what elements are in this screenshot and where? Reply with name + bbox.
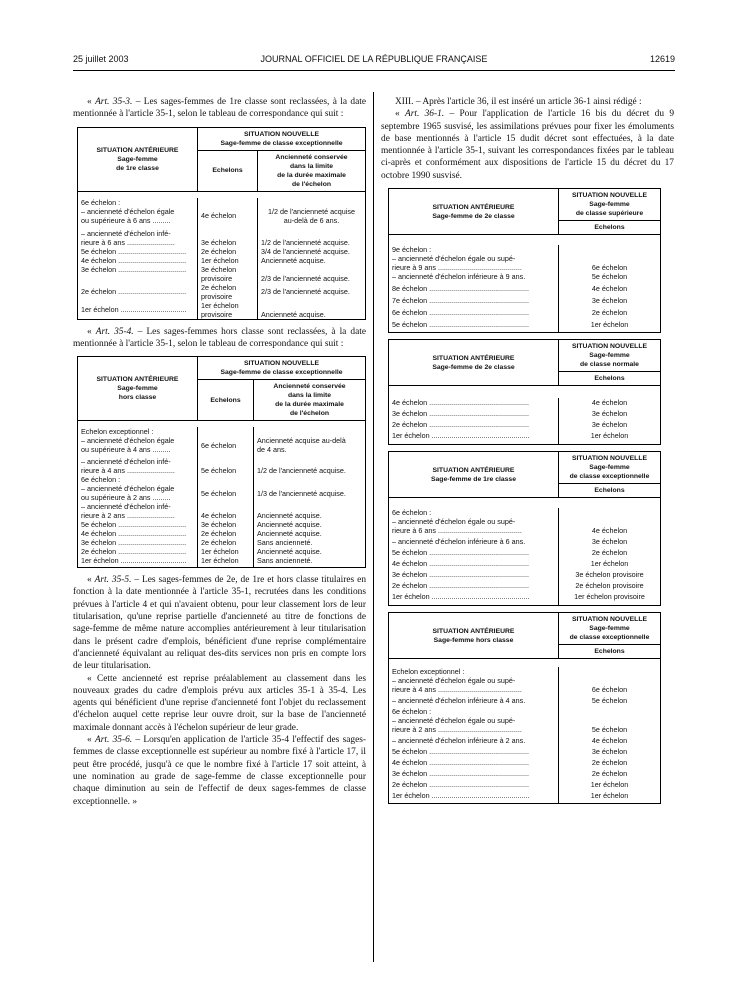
table-35-4: [77, 356, 366, 568]
cell-echelon: [198, 475, 254, 484]
article-ref: Art. 35-5.: [94, 575, 132, 586]
cell-echelon: 1er échelon provisoire: [198, 301, 258, 320]
cell-anterieure: Echelon exceptionnel :: [78, 427, 198, 436]
table-row: [389, 716, 661, 734]
table-row: [78, 247, 366, 256]
table-35-3: [77, 127, 366, 320]
cell-anciennete: Ancienneté acquise.: [258, 301, 366, 320]
cell-anterieure: 3e échelon ..................................................: [389, 568, 559, 579]
table-body: [389, 235, 661, 333]
table-row: [389, 694, 661, 705]
paragraph-text: – Les sages-femmes de 2e, de 1re et hors classe titulaires en fonction à la date mentionnée à l'article 35-1, recrutées dans les conditions prévues à l'article 4 et qui n'avaient obtenu, pour leur classement lors de leur titularisation, qu'une reprise partielle d'ancienneté au titre de fonctions de sage-femme de même nature accomplies antérieurement à leur titularisation dans le présent cadre d'emplois, bénéficient d'une reprise complémentaire d'ancienneté équivalant au reliquat des-dits services non pris en compte lors de leur titularisation.: [73, 575, 367, 672]
header-anciennete: Ancienneté conservée dans la limite de la durée maximale de l'échelon: [254, 380, 366, 421]
cell-anterieure: – ancienneté d'échelon infé- rieure à 2 ans ........................: [78, 502, 198, 520]
table-row: [78, 502, 366, 520]
header-situation-anterieure: [389, 613, 559, 659]
cell-echelon: 4e échelon: [198, 502, 254, 520]
cell-echelon: 6e échelon: [559, 676, 661, 694]
article-35-5-paragraph: [73, 574, 366, 672]
table-row: [78, 265, 366, 283]
table-row: [389, 293, 661, 305]
header-situation-nouvelle: [559, 613, 661, 645]
cell-echelon: 1er échelon: [198, 547, 254, 556]
cell-anterieure: 4e échelon ..................................: [78, 256, 198, 265]
header-label: SITUATION ANTÉRIEURE: [432, 627, 515, 635]
header-date: 25 juillet 2003: [73, 54, 129, 64]
quote-mark: «: [87, 735, 95, 746]
cell-anterieure: – ancienneté d'échelon inférieure à 2 ans.: [389, 734, 559, 745]
table-row: [78, 225, 366, 247]
cell-echelon: 2e échelon: [559, 767, 661, 778]
table-row: [78, 520, 366, 529]
cell-anterieure: 3e échelon ..................................: [78, 265, 198, 283]
table-row: [78, 484, 366, 502]
cell-echelon: [198, 427, 254, 436]
cell-anterieure: – ancienneté d'échelon inférieure à 4 ans.: [389, 694, 559, 705]
table-row: [389, 590, 661, 606]
header-label: SITUATION NOUVELLE: [571, 616, 648, 624]
table-row: [389, 418, 661, 429]
cell-echelon: 5e échelon: [198, 454, 254, 475]
cell-anciennete: Ancienneté acquise.: [254, 502, 366, 520]
header-situation-nouvelle: [198, 357, 366, 380]
cell-echelon: 3e échelon: [559, 407, 661, 418]
header-label: SITUATION ANTÉRIEURE: [96, 146, 179, 154]
header-label: SITUATION ANTÉRIEURE: [432, 203, 515, 211]
cell-anciennete: Ancienneté acquise.: [254, 520, 366, 529]
cell-echelon: [559, 245, 661, 254]
cell-echelon: 3e échelon: [559, 418, 661, 429]
header-sublabel: Sage-femme de classe exceptionnelle: [569, 625, 650, 642]
table-row: [389, 254, 661, 272]
cell-anterieure: – ancienneté d'échelon égale ou supé- rieure à 6 ans ..........................................: [389, 517, 559, 535]
table-row: [389, 272, 661, 281]
cell-echelon: 3e échelon provisoire: [198, 265, 258, 283]
left-column: [73, 96, 366, 808]
page-header: [73, 54, 675, 68]
header-situation-anterieure: [389, 452, 559, 498]
paragraph-text: – Les sages-femmes hors classe sont reclassées, à la date mentionnée à l'article 35-1, selon le tableau de correspondance qui suit :: [73, 326, 366, 349]
cell-anciennete: [254, 427, 366, 436]
table-row: [389, 517, 661, 535]
cell-echelon: [559, 667, 661, 676]
cell-echelon: 1er échelon provisoire: [559, 590, 661, 606]
table-row: [78, 547, 366, 556]
table-row: [78, 256, 366, 265]
cell-echelon: 2e échelon: [198, 529, 254, 538]
article-35-3-paragraph: [73, 96, 366, 121]
cell-anterieure: – ancienneté d'échelon égale ou supérieure à 4 ans .........: [78, 436, 198, 454]
cell-anterieure: 6e échelon :: [78, 198, 198, 207]
cell-echelon: 5e échelon: [559, 272, 661, 281]
quote-mark: «: [87, 575, 95, 586]
header-echelons: Echelons: [559, 645, 661, 659]
table-row: [78, 556, 366, 568]
cell-echelon: 3e échelon: [198, 225, 258, 247]
table-row: [389, 429, 661, 445]
header-situation-nouvelle: [559, 452, 661, 484]
cell-anterieure: 1er échelon .................................................: [389, 789, 559, 804]
cell-anterieure: 1er échelon .................................................: [389, 590, 559, 606]
cell-anciennete: Ancienneté acquise.: [258, 256, 366, 265]
cell-echelon: 2e échelon: [559, 756, 661, 767]
cell-echelon: 2e échelon: [198, 538, 254, 547]
table-body: [389, 386, 661, 445]
cell-anciennete: Sans ancienneté.: [254, 556, 366, 568]
header-label: SITUATION NOUVELLE: [243, 130, 320, 138]
cell-anterieure: 8e échelon ..................................................: [389, 281, 559, 293]
header-label: SITUATION NOUVELLE: [243, 360, 320, 368]
cell-anterieure: – ancienneté d'échelon égale ou supé- rieure à 2 ans ..........................................: [389, 716, 559, 734]
header-sublabel: Sage-femme de 1re classe: [116, 155, 159, 172]
table-row: [389, 756, 661, 767]
table-row: [78, 529, 366, 538]
cell-anciennete: 1/2 de l'ancienneté acquise au-delà de 6 ans.: [258, 207, 366, 225]
table-row: [78, 283, 366, 301]
cell-anterieure: 2e échelon ..................................: [78, 547, 198, 556]
cell-anterieure: 5e échelon ..................................................: [389, 317, 559, 333]
cell-anterieure: 1er échelon .................................................: [389, 429, 559, 445]
table-row: [389, 745, 661, 756]
cell-anterieure: 6e échelon :: [389, 705, 559, 716]
table-body: [389, 498, 661, 606]
header-situation-anterieure: [78, 357, 198, 421]
header-sublabel: Sage-femme hors classe: [117, 385, 158, 402]
header-situation-nouvelle: [559, 340, 661, 372]
cell-anterieure: – ancienneté d'échelon égale ou supérieure à 6 ans .........: [78, 207, 198, 225]
header-label: SITUATION NOUVELLE: [571, 343, 648, 351]
cell-anterieure: 4e échelon ..................................................: [389, 398, 559, 407]
table-row: [389, 317, 661, 333]
cell-echelon: 6e échelon: [198, 436, 254, 454]
table-36-1-c: [388, 451, 661, 606]
cell-echelon: 4e échelon: [559, 281, 661, 293]
cell-anciennete: Ancienneté acquise au-delà de 4 ans.: [254, 436, 366, 454]
header-echelons: Echelons: [198, 380, 254, 421]
header-sublabel: Sage-femme de 1re classe: [430, 475, 516, 483]
table-row: [78, 454, 366, 475]
table-row: [389, 557, 661, 568]
header-label: SITUATION NOUVELLE: [571, 192, 648, 200]
cell-echelon: 1er échelon: [559, 789, 661, 804]
cell-anterieure: 6e échelon ..................................................: [389, 305, 559, 317]
cell-anciennete: 2/3 de l'ancienneté acquise.: [258, 265, 366, 283]
cell-anciennete: 1/2 de l'ancienneté acquise.: [258, 225, 366, 247]
quote-mark: «: [87, 97, 96, 107]
cell-anciennete: [254, 475, 366, 484]
header-situation-nouvelle: [559, 189, 661, 221]
header-rule: [73, 70, 675, 71]
header-sublabel: Sage-femme de 2e classe: [432, 212, 515, 220]
table-row: [78, 436, 366, 454]
cell-echelon: 1er échelon: [559, 429, 661, 445]
header-label: SITUATION ANTÉRIEURE: [432, 466, 515, 474]
table-row: [389, 508, 661, 517]
cell-echelon: 5e échelon: [198, 484, 254, 502]
table-row: [78, 538, 366, 547]
cell-anterieure: – ancienneté d'échelon égale ou supé- rieure à 9 ans ..........................................: [389, 254, 559, 272]
cell-anciennete: 1/3 de l'ancienneté acquise.: [254, 484, 366, 502]
table-row: [389, 579, 661, 590]
table-row: [389, 767, 661, 778]
cell-echelon: 1er échelon: [559, 317, 661, 333]
table-row: [389, 535, 661, 546]
cell-anciennete: Ancienneté acquise.: [254, 529, 366, 538]
cell-anterieure: – ancienneté d'échelon inférieure à 9 ans.: [389, 272, 559, 281]
cell-echelon: 2e échelon: [559, 305, 661, 317]
cell-anterieure: – ancienneté d'échelon égale ou supé- rieure à 4 ans ..........................................: [389, 676, 559, 694]
header-label: SITUATION ANTÉRIEURE: [96, 376, 179, 384]
header-page-number: 12619: [649, 54, 675, 64]
cell-anciennete: Sans ancienneté.: [254, 538, 366, 547]
table-row: [389, 667, 661, 676]
header-sublabel: Sage-femme hors classe: [433, 636, 514, 644]
header-sublabel: Sage-femme de classe supérieure: [575, 201, 644, 218]
cell-echelon: [559, 705, 661, 716]
table-36-1-a: [388, 188, 661, 333]
header-situation-nouvelle: [198, 127, 366, 150]
cell-anterieure: 2e échelon ..................................................: [389, 778, 559, 789]
cell-echelon: 2e échelon: [559, 546, 661, 557]
table-row: [389, 245, 661, 254]
cell-anciennete: [258, 198, 366, 207]
cell-anciennete: 1/2 de l'ancienneté acquise.: [254, 454, 366, 475]
cell-anciennete: 2/3 de l'ancienneté acquise.: [258, 283, 366, 301]
cell-anterieure: 1er échelon .................................: [78, 301, 198, 320]
cell-echelon: 6e échelon: [559, 254, 661, 272]
table-row: [389, 734, 661, 745]
header-echelons: Echelons: [559, 221, 661, 235]
article-ref: Art. 36-1.: [405, 109, 445, 120]
header-sublabel: Sage-femme de classe exceptionnelle: [220, 139, 343, 147]
cell-echelon: 1er échelon: [559, 557, 661, 568]
table-body: [78, 421, 366, 568]
header-anciennete: Ancienneté conservée dans la limite de la durée maximale de l'échelon: [258, 150, 366, 191]
cell-anterieure: 2e échelon ..................................: [78, 283, 198, 301]
table-body: [78, 191, 366, 319]
cell-echelon: [198, 198, 258, 207]
header-situation-anterieure: [78, 127, 198, 191]
table-36-1-d: [388, 612, 661, 804]
cell-anterieure: – ancienneté d'échelon infé- rieure à 6 ans ........................: [78, 225, 198, 247]
cell-anterieure: 3e échelon ..................................: [78, 538, 198, 547]
table-row: [389, 568, 661, 579]
cell-anterieure: 5e échelon ..................................: [78, 520, 198, 529]
cell-anterieure: 7e échelon ..................................................: [389, 293, 559, 305]
cell-anterieure: 3e échelon ..................................................: [389, 767, 559, 778]
paragraph-text: – Les sages-femmes de 1re classe sont reclassées, à la date mentionnée à l'article 35-1, selon le tableau de correspondance qui suit :: [73, 97, 366, 120]
cell-anterieure: 9e échelon :: [389, 245, 559, 254]
cell-echelon: 3e échelon: [198, 520, 254, 529]
cell-echelon: 2e échelon provisoire: [198, 283, 258, 301]
table-row: [389, 281, 661, 293]
table-36-1-b: [388, 339, 661, 445]
table-row: [389, 705, 661, 716]
cell-anterieure: 4e échelon ..................................................: [389, 756, 559, 767]
cell-anterieure: 5e échelon ..................................: [78, 247, 198, 256]
cell-anciennete: 3/4 de l'ancienneté acquise.: [258, 247, 366, 256]
article-36-1-paragraph: [381, 108, 674, 182]
table-row: [78, 207, 366, 225]
cell-anterieure: – ancienneté d'échelon inférieure à 6 ans.: [389, 535, 559, 546]
header-sublabel: Sage-femme de classe normale: [580, 352, 639, 369]
cell-echelon: 4e échelon: [559, 398, 661, 407]
cell-anterieure: – ancienneté d'échelon infé- rieure à 4 ans ........................: [78, 454, 198, 475]
cell-echelon: 1er échelon: [198, 556, 254, 568]
cell-echelon: 4e échelon: [559, 517, 661, 535]
table-row: [389, 398, 661, 407]
column-separator: [373, 92, 374, 962]
table-row: [389, 546, 661, 557]
cell-echelon: 4e échelon: [559, 734, 661, 745]
cell-anterieure: 5e échelon ..................................................: [389, 546, 559, 557]
table-row: [389, 676, 661, 694]
table-row: [389, 407, 661, 418]
article-ref: Art. 35-6.: [94, 735, 133, 746]
cell-echelon: 3e échelon: [559, 745, 661, 756]
cell-anciennete: Ancienneté acquise.: [254, 547, 366, 556]
table-row: [389, 789, 661, 804]
table-body: [389, 659, 661, 804]
anciennete-paragraph: « Cette ancienneté est reprise préalablement au classement dans les nouveaux grades du cadre d'emplois prévu aux articles 35-1 à 35-4. Les agents qui bénéficient d'une reprise d'ancienneté font l'objet du reclassement d'échelon auquel cette reprise leur ouvre droit, sur la base de l'ancienneté maximale donnant accès à l'échelon supérieur de leur grade.: [73, 673, 366, 733]
header-label: SITUATION ANTÉRIEURE: [432, 354, 515, 362]
cell-anterieure: 1er échelon .................................: [78, 556, 198, 568]
cell-echelon: 5e échelon: [559, 716, 661, 734]
header-echelons: Echelons: [198, 150, 258, 191]
cell-anterieure: – ancienneté d'échelon égale ou supérieure à 2 ans .........: [78, 484, 198, 502]
cell-anterieure: 4e échelon ..................................: [78, 529, 198, 538]
cell-echelon: 3e échelon: [559, 535, 661, 546]
cell-echelon: [559, 508, 661, 517]
header-sublabel: Sage-femme de classe exceptionnelle: [569, 464, 650, 481]
table-row: [78, 475, 366, 484]
cell-echelon: 2e échelon: [198, 247, 258, 256]
header-echelons: Echelons: [559, 372, 661, 386]
header-title: JOURNAL OFFICIEL DE LA RÉPUBLIQUE FRANÇAISE: [260, 54, 488, 64]
table-row: [78, 301, 366, 320]
cell-echelon: 2e échelon provisoire: [559, 579, 661, 590]
paragraph-text: – Lorsqu'en application de l'article 35-4 l'effectif des sages-femmes de classe exceptionnelle est supérieur au nombre fixé à l'article 17, il peut être procédé, jusqu'à ce que le nombre fixé à l'article 17 soit atteint, à une nomination au grade de sage-femme de classe exceptionnelle pour chaque diminution au sein de l'effectif de deux sages-femmes de classe exceptionnelle. »: [73, 735, 366, 807]
cell-echelon: 3e échelon provisoire: [559, 568, 661, 579]
header-sublabel: Sage-femme de classe exceptionnelle: [220, 369, 343, 377]
table-row: [389, 778, 661, 789]
quote-mark: «: [87, 326, 96, 337]
table-row: [389, 305, 661, 317]
cell-anterieure: Echelon exceptionnel :: [389, 667, 559, 676]
cell-anterieure: 6e échelon :: [389, 508, 559, 517]
article-ref: Art. 35-4.: [95, 326, 134, 337]
header-sublabel: Sage-femme de 2e classe: [432, 363, 515, 371]
right-column: [381, 96, 674, 810]
section-xiii-paragraph: XIII. – Après l'article 36, il est inséré un article 36-1 ainsi rédigé :: [395, 97, 642, 107]
paragraph-text: – Pour l'application de l'article 16 bis du décret du 9 septembre 1965 susvisé, les assimilations prévues pour fixer les émoluments de base mentionnés à l'article 15 dudit décret sont effectuées, à la date mentionnée à l'article 35-1, suivant les correspondances fixées par le tableau ci-après et conformément aux dispositions de l'article 15 du décret du 17 octobre 1990 susvisé.: [381, 109, 675, 181]
cell-echelon: 3e échelon: [559, 293, 661, 305]
header-label: SITUATION NOUVELLE: [571, 455, 648, 463]
table-row: [78, 427, 366, 436]
cell-anterieure: 2e échelon ..................................................: [389, 579, 559, 590]
header-situation-anterieure: [389, 189, 559, 235]
cell-anterieure: 5e échelon ..................................................: [389, 745, 559, 756]
article-35-6-paragraph: [73, 734, 366, 808]
article-ref: Art. 35-3.: [95, 97, 133, 107]
cell-echelon: 1er échelon: [559, 778, 661, 789]
cell-echelon: 5e échelon: [559, 694, 661, 705]
cell-echelon: 1er échelon: [198, 256, 258, 265]
cell-anterieure: 6e échelon :: [78, 475, 198, 484]
header-echelons: Echelons: [559, 484, 661, 498]
cell-anterieure: 3e échelon ..................................................: [389, 407, 559, 418]
table-row: [78, 198, 366, 207]
header-situation-anterieure: [389, 340, 559, 386]
article-35-4-paragraph: [73, 326, 366, 351]
cell-anterieure: 4e échelon ..................................................: [389, 557, 559, 568]
cell-anterieure: 2e échelon ..................................................: [389, 418, 559, 429]
quote-mark: «: [395, 109, 405, 120]
cell-echelon: 4e échelon: [198, 207, 258, 225]
